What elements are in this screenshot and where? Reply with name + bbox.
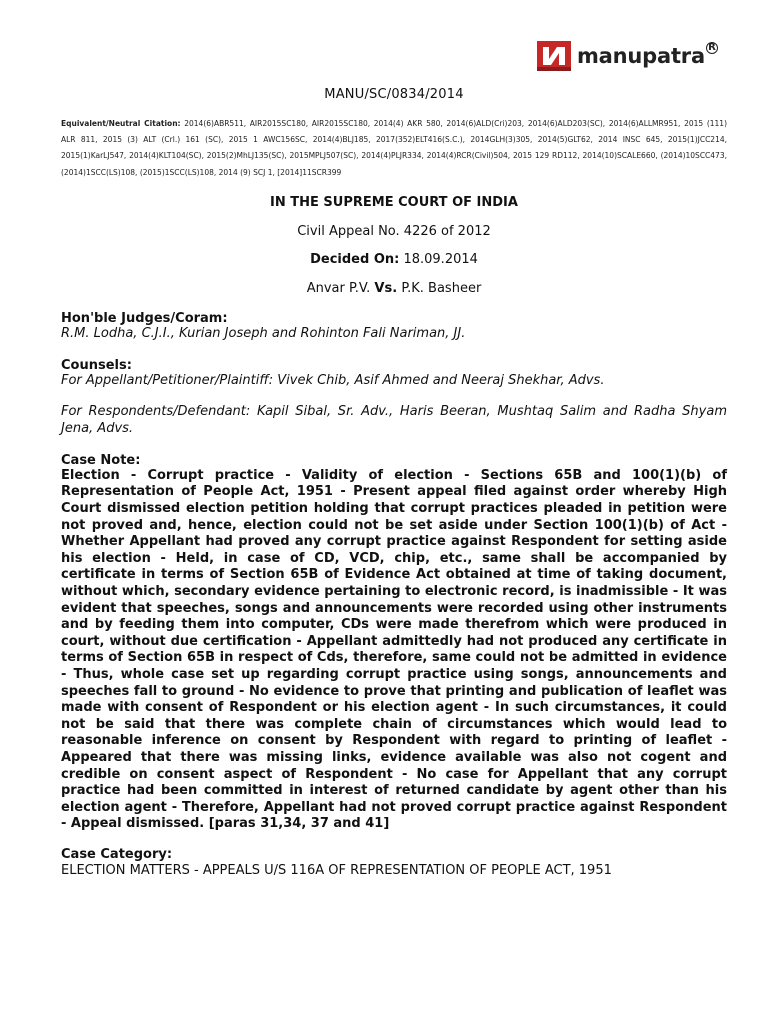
decided-date: 18.09.2014 (403, 251, 478, 267)
manupatra-logo (537, 36, 718, 76)
party-respondent: P.K. Basheer (401, 280, 482, 296)
manu-citation-id: MANU/SC/0834/2014 (324, 87, 464, 102)
equivalent-citations (61, 116, 727, 181)
judgment-document (61, 86, 727, 879)
citation-label: Equivalent/Neutral Citation: (61, 119, 181, 128)
citation-list: 2014(6)ABR511, AIR2015SC180, AIR2015SC180, 2014(4) AKR 580, 2014(6)ALD(Cri)203, 2014(6)ALD203(SC), 2014(6)ALLMR951, 2015 (111) ALR 811, 2015 (3) ALT (Crl.) 161 (SC), 2015 1 AWC156SC, 2014(4)BLJ185, 2017(352)ELT416(S.C.), 2014GLH(3)305, 2014(5)GLT62, 2014 INSC 645, 2015(1)JCC214, 2015(1)KarLJ547, 2014(4)KLT104(SC), 2015(2)MhLJ135(SC), 2015MPLJ507(SC), 2014(4)PLJR334, 2014(4)RCR(Civil)504, 2015 129 RD112, 2014(10)SCALE660, (2014)10SCC473, (2014)1SCC(LS)108, (2015)1SCC(LS)108, 2014 (9) SCJ 1, [2014]11SCR399 (61, 119, 728, 177)
versus-label: Vs. (374, 280, 398, 296)
appeal-number: Civil Appeal No. 4226 of 2012 (297, 223, 491, 239)
case-note-heading: Case Note: (61, 452, 141, 468)
manupatra-logo-icon (537, 41, 571, 71)
court-name: IN THE SUPREME COURT OF INDIA (270, 194, 518, 210)
party-appellant: Anvar P.V. (306, 280, 371, 296)
case-category-text: ELECTION MATTERS - APPEALS U/S 116A OF REPRESENTATION OF PEOPLE ACT, 1951 (61, 862, 612, 878)
respondent-counsel: For Respondents/Defendant: Kapil Sibal, Sr. Adv., Haris Beeran, Mushtaq Salim and Radha Shyam Jena, Advs. (61, 403, 727, 436)
counsels-heading: Counsels: (61, 357, 132, 373)
case-note-text: Election - Corrupt practice - Validity of election - Sections 65B and 100(1)(b) of Representation of People Act, 1951 - Present appeal filed against order whereby High Court dismissed election petition holding that corrupt practices pleaded in petition were not proved and, hence, election could not be set aside under Section 100(1)(b) of Act - Whether Appellant had proved any corrupt practice against Respondent for setting aside his election - Held, in case of CD, VCD, chip, etc., same shall be accompanied by certificate in terms of Section 65B of Evidence Act obtained at time of taking document, without which, secondary evidence pertaining to electronic record, is inadmissible - It was evident that speeches, songs and announcements were recorded using other instruments and by feeding them into computer, CDs were made therefrom which were produced in court, without due certification - Appellant admittedly had not produced any certificate in terms of Section 65B in respect of Cds, therefore, same could not be admitted in evidence - Thus, whole case set up regarding corrupt practice using songs, announcements and speeches fall to ground - No evidence to prove that printing and publication of leaflet was made with consent of Respondent or his election agent - In such circumstances, it could not be said that there was complete chain of circumstances which would lead to reasonable inference on consent by Respondent with regard to printing of leaflet - Appeared that there was missing links, evidence available was also not cogent and credible on consent aspect of Respondent - No case for Appellant that any corrupt practice had been committed in interest of returned candidate by agent other than his election agent - Therefore, Appellant had not proved corrupt practice against Respondent - Appeal dismissed. [paras 31,34, 37 and 41] (61, 467, 727, 832)
judges-heading: Hon'ble Judges/Coram: (61, 310, 228, 326)
case-parties (61, 281, 727, 296)
appellant-counsel: For Appellant/Petitioner/Plaintiff: Vivek Chib, Asif Ahmed and Neeraj Shekhar, Advs. (61, 372, 605, 388)
registered-mark: R (706, 42, 718, 54)
logo-text: manupatra (577, 44, 705, 68)
judges-names: R.M. Lodha, C.J.I., Kurian Joseph and Rohinton Fali Nariman, JJ. (61, 325, 466, 341)
decided-on (61, 252, 727, 267)
case-category-heading: Case Category: (61, 846, 173, 862)
decided-label: Decided On: (310, 251, 400, 267)
